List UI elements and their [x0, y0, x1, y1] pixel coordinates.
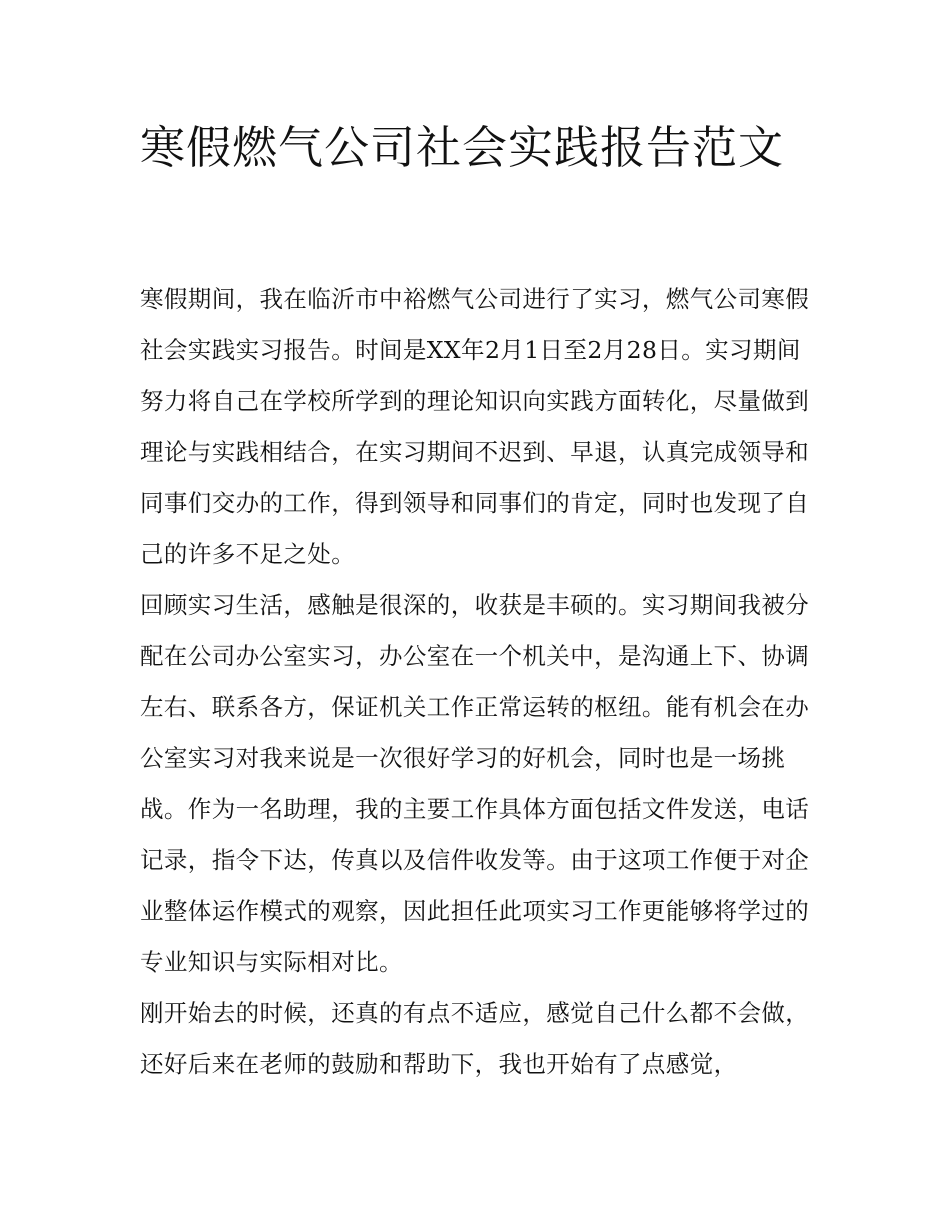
paragraph-3: 刚开始去的时候，还真的有点不适应，感觉自己什么都不会做，还好后来在老师的鼓励和帮助下，我也开始有了点感觉，	[140, 999, 810, 1078]
paragraph-2: 回顾实习生活，感触是很深的，收获是丰硕的。实习期间我被分配在公司办公室实习，办公室在一个机关中，是沟通上下、协调左右、联系各方，保证机关工作正常运转的枢纽。能有机会在办公室实习对我来说是一次很好学习的好机会，同时也是一场挑战。作为一名助理，我的主要工作具体方面包括文件发送，电话记录，指令下达，传真以及信件收发等。由于这项工作便于对企业整体运作模式的观察，因此担任此项实习工作更能够将学过的专业知识与实际相对比。	[140, 591, 810, 976]
document-body	[140, 274, 816, 1090]
paragraph-1: 寒假期间，我在临沂市中裕燃气公司进行了实习，燃气公司寒假社会实践实习报告。时间是XX年2月1日至2月28日。实习期间努力将自己在学校所学到的理论知识向实践方面转化，尽量做到理论与实践相结合，在实习期间不迟到、早退，认真完成领导和同事们交办的工作，得到领导和同事们的肯定，同时也发现了自己的许多不足之处。	[140, 285, 810, 568]
document-title: 寒假燃气公司社会实践报告范文	[140, 121, 785, 174]
